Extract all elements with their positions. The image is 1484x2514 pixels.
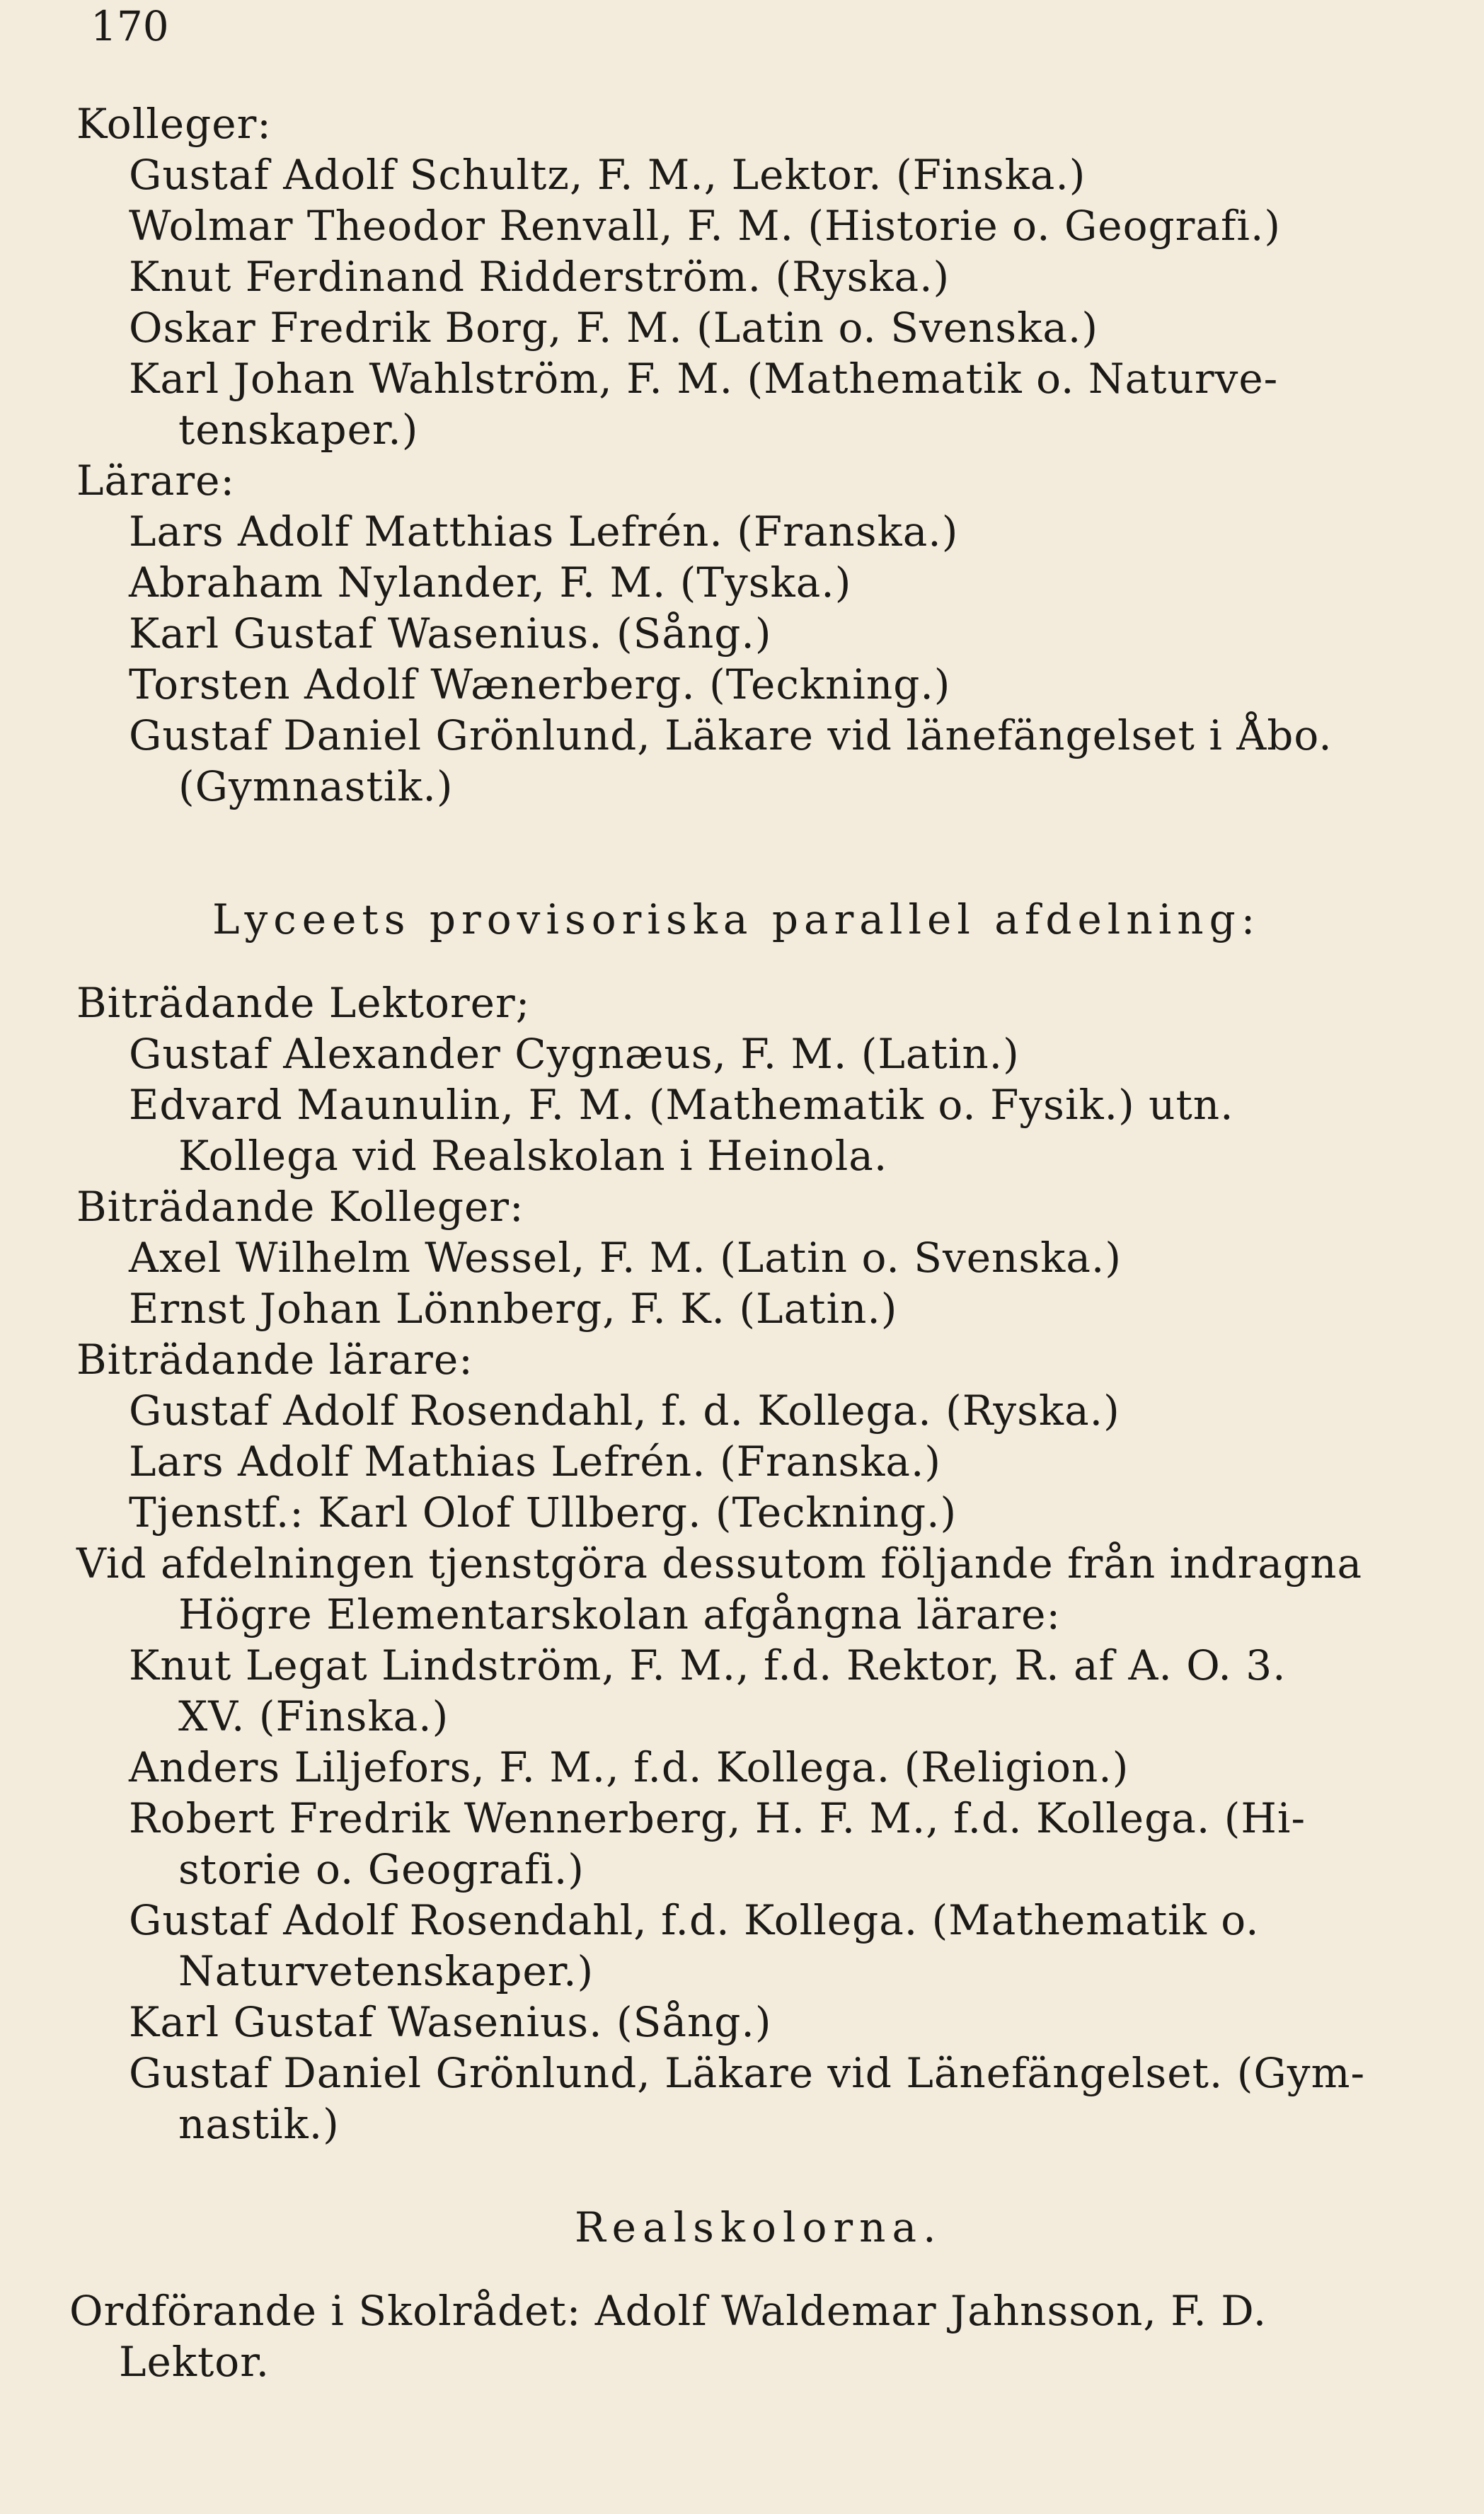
bitradande-kolleger-entry: Ernst Johan Lönnberg, F. K. (Latin.) — [129, 1285, 898, 1333]
vid-afdelningen-entry: Knut Legat Lindström, F. M., f.d. Rektor, R. af A. O. 3. — [129, 1641, 1287, 1689]
bitradande-kolleger-heading: Biträdande Kolleger: — [76, 1183, 524, 1231]
kolleger-entry-continuation: tenskaper.) — [178, 406, 419, 454]
larare-entry: Torsten Adolf Wænerberg. (Teckning.) — [129, 660, 951, 708]
ordforande-line-continuation: Lektor. — [119, 2338, 270, 2386]
larare-entry: Abraham Nylander, F. M. (Tyska.) — [129, 558, 852, 607]
page-number: 170 — [91, 2, 169, 50]
vid-afdelningen-entry-continuation: nastik.) — [178, 2100, 340, 2148]
bitradande-larare-entry: Gustaf Adolf Rosendahl, f. d. Kollega. (Ryska.) — [129, 1387, 1120, 1435]
larare-entry: Gustaf Daniel Grönlund, Läkare vid länefängelset i Åbo. — [129, 711, 1333, 759]
kolleger-entry: Wolmar Theodor Renvall, F. M. (Historie o. Geografi.) — [129, 202, 1282, 250]
vid-afdelningen-entry: Anders Liljefors, F. M., f.d. Kollega. (Religion.) — [129, 1743, 1129, 1791]
bitradande-lektorer-entry: Edvard Maunulin, F. M. (Mathematik o. Fysik.) utn. — [129, 1081, 1234, 1129]
realskolorna-heading: Realskolorna. — [575, 2203, 943, 2251]
vid-afdelningen-heading: Vid afdelningen tjenstgöra dessutom följande från indragna — [76, 1539, 1363, 1588]
kolleger-entry: Oskar Fredrik Borg, F. M. (Latin o. Svenska.) — [129, 304, 1098, 352]
vid-afdelningen-entry: Gustaf Adolf Rosendahl, f.d. Kollega. (Mathematik o. — [129, 1896, 1260, 1944]
vid-afdelningen-entry: Gustaf Daniel Grönlund, Läkare vid Länefängelset. (Gym- — [129, 2049, 1366, 2097]
larare-entry: Lars Adolf Matthias Lefrén. (Franska.) — [129, 507, 959, 556]
bitradande-lektorer-entry: Gustaf Alexander Cygnæus, F. M. (Latin.) — [129, 1030, 1020, 1078]
parallel-afdelning-heading: Lyceets provisoriska parallel afdelning: — [212, 895, 1261, 943]
larare-entry: Karl Gustaf Wasenius. (Sång.) — [129, 609, 772, 658]
vid-afdelningen-entry-continuation: Naturvetenskaper.) — [178, 1947, 594, 1995]
bitradande-lektorer-heading: Biträdande Lektorer; — [76, 979, 531, 1027]
kolleger-entry: Knut Ferdinand Ridderström. (Ryska.) — [129, 253, 950, 301]
vid-afdelningen-heading-continuation: Högre Elementarskolan afgångna lärare: — [178, 1590, 1061, 1638]
bitradande-kolleger-entry: Axel Wilhelm Wessel, F. M. (Latin o. Svenska.) — [129, 1234, 1122, 1282]
vid-afdelningen-entry: Robert Fredrik Wennerberg, H. F. M., f.d. Kollega. (Hi- — [129, 1794, 1306, 1842]
ordforande-line: Ordförande i Skolrådet: Adolf Waldemar Jahnsson, F. D. — [69, 2287, 1267, 2335]
bitradande-larare-heading: Biträdande lärare: — [76, 1336, 473, 1384]
vid-afdelningen-entry-continuation: XV. (Finska.) — [178, 1692, 449, 1740]
bitradande-larare-entry: Tjenstf.: Karl Olof Ullberg. (Teckning.) — [129, 1488, 957, 1537]
kolleger-entry: Gustaf Adolf Schultz, F. M., Lektor. (Finska.) — [129, 151, 1086, 199]
kolleger-heading: Kolleger: — [76, 100, 272, 148]
kolleger-entry: Karl Johan Wahlström, F. M. (Mathematik o. Naturve- — [129, 355, 1279, 403]
bitradande-larare-entry: Lars Adolf Mathias Lefrén. (Franska.) — [129, 1437, 942, 1486]
larare-heading: Lärare: — [76, 457, 235, 505]
larare-entry-continuation: (Gymnastik.) — [178, 762, 454, 810]
vid-afdelningen-entry: Karl Gustaf Wasenius. (Sång.) — [129, 1998, 772, 2046]
vid-afdelningen-entry-continuation: storie o. Geografi.) — [178, 1845, 585, 1893]
bitradande-lektorer-entry-continuation: Kollega vid Realskolan i Heinola. — [178, 1132, 888, 1180]
